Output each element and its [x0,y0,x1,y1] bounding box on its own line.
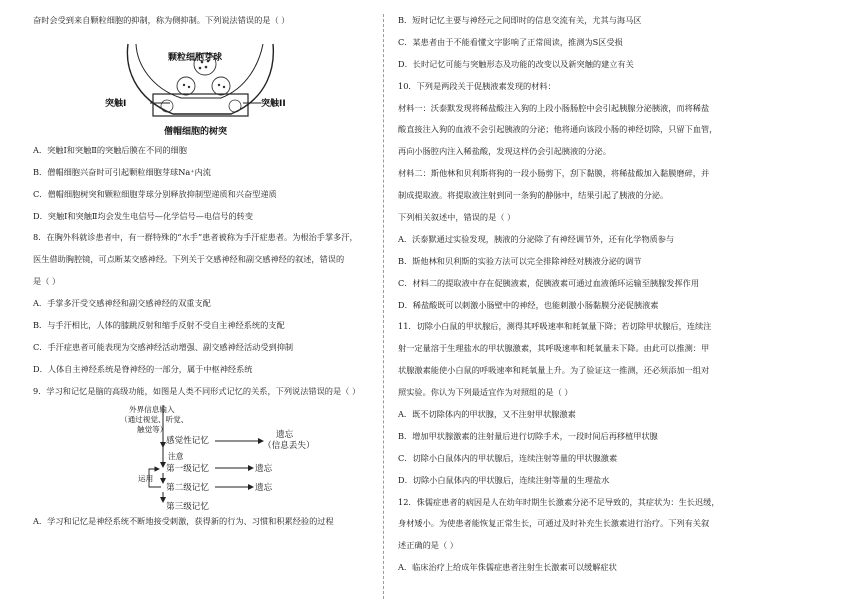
label-mitral-dendrite: 僧帽细胞的树突 [164,126,228,137]
q10-line: 10．下列是两段关于促胰液素发现的材料： [398,80,556,91]
q9-option-c: C．某患者由于不能看懂文字影响了正常阅读，推测为S区受损 [398,36,623,47]
q12-line: 身材矮小。为使患者能恢复正常生长，可通过及时补充生长激素进行治疗。下列有关叙 [398,518,710,529]
use-label: 运用 [138,473,154,483]
q8-stem-line: 是（ ） [33,276,61,287]
q8-stem-line: 医生借助胸腔镜，可点断某交感神经。下列关于交感神经和副交感神经的叙述，错误的 [33,254,345,265]
left-column [33,14,373,537]
q9-option-d: D．长时记忆可能与突触形态及功能的改变以及新突触的建立有关 [398,58,634,69]
q7-option-d: D．突触I和突触Ⅱ均会发生电信号—化学信号—电信号的转变 [33,210,254,221]
q7-intro: 奋时会受到来自颗粒细胞的抑制，称为侧抑制。下列说法错误的是（ ） [33,15,290,25]
first-level-memory: 第一级记忆 [166,463,209,474]
sensory-memory: 感觉性记忆 [166,435,209,446]
attention-label: 注意 [168,451,184,461]
third-level-memory: 第三级记忆 [166,501,209,512]
q8-option-a: A．手掌多汗受交感神经和副交感神经的双重支配 [33,298,211,309]
q10-option-c: C．材料二的提取液中存在促胰液素，促胰液素可通过血液循环运输至胰腺发挥作用 [398,277,700,288]
input-line-1: 外界信息输入 [129,404,175,414]
q12-line: 12．侏儒症患者的病因是人在幼年时期生长激素分泌不足导致的，其症状为：生长迟缓， [398,496,720,507]
label-synapse-2: 突触II [261,98,286,109]
q10-line: 再向小肠腔内注入稀盐酸，发现这样仍会引起胰液的分泌。 [398,146,611,157]
q10-line: 酸直接注入狗的血液不会引起胰液的分泌；他将通向该段小肠的神经切除，只留下血管， [398,124,718,135]
q9-stem: 9．学习和记忆是脑的高级功能，如图是人类不同形式记忆的关系，下列说法错误的是（ ） [33,385,361,396]
q10-option-b: B．斯他林和贝利斯的实验方法可以完全排除神经对胰液分泌的调节 [398,255,642,266]
forget-3: 遗忘 [255,482,273,493]
q11-option-d: D．切除小白鼠体内的甲状腺后，连续注射等量的生理盐水 [398,474,610,485]
q10-line: 制成提取液。将提取液注射到同一条狗的静脉中，结果引起了胰液的分泌。 [398,190,669,201]
synapse-diagram [33,36,373,144]
q9-option-b: B．短时记忆主要与神经元之间即时的信息交流有关，尤其与海马区 [398,15,642,25]
second-level-memory: 第二级记忆 [166,482,209,493]
q10-option-a: A．沃泰默通过实验发现，胰液的分泌除了有神经调节外，还有化学物质参与 [398,233,675,244]
q9-option-a: A．学习和记忆是神经系统不断地接受刺激，获得新的行为、习惯和积累经验的过程 [33,515,334,526]
q10-option-d: D．稀盐酸既可以刺激小肠壁中的神经，也能刺激小肠黏膜分泌促胰液素 [398,299,659,310]
q12-option-a: A．临床治疗上给成年侏儒症患者注射生长激素可以缓解症状 [398,562,617,573]
q9-memory-figure [33,403,373,515]
label-granule-spine: 颗粒细胞芽球 [168,52,223,63]
q11-option-b: B．增加甲状腺激素的注射量后进行切除手术，一段时间后再移植甲状腺 [398,430,658,441]
q11-line: 照实验。你认为下列最适宜作为对照组的是（ ） [398,387,573,398]
q7-option-a: A．突触I和突触Ⅱ的突触后膜在不同的细胞 [33,144,187,155]
q11-line: 状腺激素能使小白鼠的呼吸速率和耗氧量上升。为了验证这一推测，还必须添加一组对 [398,365,710,376]
input-line-2: （通过视觉、听觉、 [120,414,189,424]
label-synapse-1: 突触I [105,98,127,109]
input-line-3: 触觉等） [137,424,168,434]
forget-1: 遗忘 [276,429,294,440]
q7-option-c: C．僧帽细胞树突和颗粒细胞芽球分别释放抑制型递质和兴奋型递质 [33,188,277,199]
q8-stem-line: 8．在胸外科就诊患者中，有一群特殊的“水手”患者被称为手汗症患者。为根治手掌多汗， [33,232,358,243]
q10-line: 下列相关叙述中，错误的是（ ） [398,212,516,223]
q11-option-a: A．既不切除体内的甲状腺，又不注射甲状腺激素 [398,409,576,420]
q7-option-b: B．僧帽细胞兴奋时可引起颗粒细胞芽球Na⁺内流 [33,166,211,177]
q11-line: 11．切除小白鼠的甲状腺后，测得其呼吸速率和耗氧量下降；若切除甲状腺后，连续注 [398,321,712,332]
q10-line: 材料一：沃泰默发现将稀盐酸注入狗的上段小肠肠腔中会引起胰腺分泌胰液，而将稀盐 [398,102,710,113]
forget-1-note: （信息丢失） [263,440,315,451]
column-divider [383,14,384,599]
q12-line: 述正确的是（ ） [398,540,458,551]
q8-option-c: C．手汗症患者可能表现为交感神经活动增强、副交感神经活动受到抑制 [33,341,294,352]
q8-option-b: B．与手汗相比，人体的膝跳反射和缩手反射不受自主神经系统的支配 [33,320,285,331]
forget-2: 遗忘 [255,463,273,474]
q11-option-c: C．切除小白鼠体内的甲状腺后，连续注射等量的甲状腺激素 [398,452,618,463]
q7-synapse-figure [33,36,373,144]
q10-line: 材料二：斯他林和贝利斯将狗的一段小肠剪下，刮下黏膜，将稀盐酸加入黏膜磨碎，并 [398,168,710,179]
memory-diagram [33,403,373,515]
q11-line: 射一定量溶于生理盐水的甲状腺激素，其呼吸速率和耗氧量未下降。由此可以推测：甲 [398,343,710,354]
q8-option-d: D．人体自主神经系统是脊神经的一部分，属于中枢神经系统 [33,363,253,374]
right-column [398,14,828,583]
